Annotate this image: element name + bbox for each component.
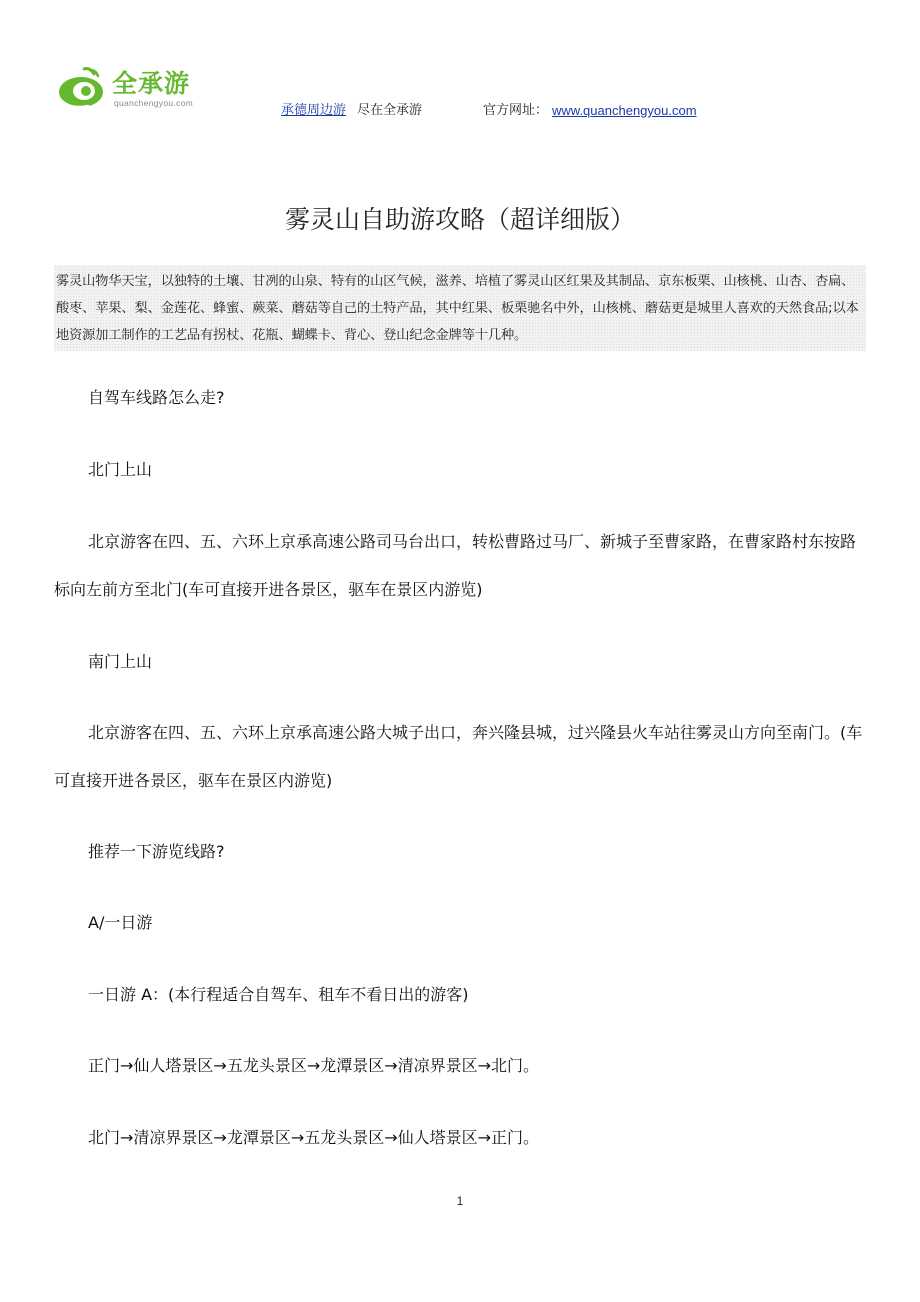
- route-north-to-south: 北门→清凉界景区→龙潭景区→五龙头景区→仙人塔景区→正门。: [88, 1128, 540, 1147]
- logo-name: 全承游: [112, 69, 191, 98]
- nearby-tours-link[interactable]: 承德周边游: [281, 103, 347, 118]
- heading-one-day-tour: A/一日游: [88, 913, 153, 932]
- question-tour-route: 推荐一下游览线路?: [88, 842, 225, 861]
- official-site-link[interactable]: www.quanchengyou.com: [552, 103, 697, 118]
- page-number: 1: [456, 1194, 464, 1208]
- heading-south-gate: 南门上山: [88, 652, 153, 671]
- one-day-tour-description: 一日游 A：(本行程适合自驾车、租车不看日出的游客): [88, 985, 469, 1004]
- north-gate-directions: 北京游客在四、五、六环上京承高速公路司马台出口，转松曹路过马厂、新城子至曹家路，在曹家路村东按路标向左前方至北门(车可直接开进各景区，驱车在景区内游览): [54, 532, 857, 599]
- south-gate-directions: 北京游客在四、五、六环上京承高速公路大城子出口，奔兴隆县城，过兴隆县火车站往雾灵山方向至南门。(车可直接开进各景区，驱车在景区内游览): [54, 723, 863, 790]
- logo-domain: quanchengyou.com: [114, 98, 193, 108]
- question-driving-route: 自驾车线路怎么走?: [88, 388, 225, 407]
- official-site-label: 官方网址：: [483, 103, 549, 118]
- logo-mascot-icon: [54, 66, 110, 114]
- page-header: [0, 0, 920, 130]
- header-tagline: 尽在全承游: [357, 103, 423, 118]
- document-title: 雾灵山自助游攻略（超详细版）: [284, 205, 635, 234]
- heading-north-gate: 北门上山: [88, 460, 153, 479]
- route-south-to-north: 正门→仙人塔景区→五龙头景区→龙潭景区→清凉界景区→北门。: [88, 1056, 540, 1075]
- site-logo[interactable]: [54, 66, 204, 114]
- intro-paragraph: 雾灵山物华天宝，以独特的土壤、甘冽的山泉、特有的山区气候，滋养、培植了雾灵山区红果及其制品、京东板栗、山核桃、山杏、杏扁、酸枣、苹果、梨、金莲花、蜂蜜、蕨菜、蘑菇等自己的土特产品，其中红果、板栗驰名中外，山核桃、蘑菇更是城里人喜欢的天然食品;以本地资源加工制作的工艺品有拐杖、花瓶、蝴蝶卡、背心、登山纪念金牌等十几种。: [54, 265, 866, 351]
